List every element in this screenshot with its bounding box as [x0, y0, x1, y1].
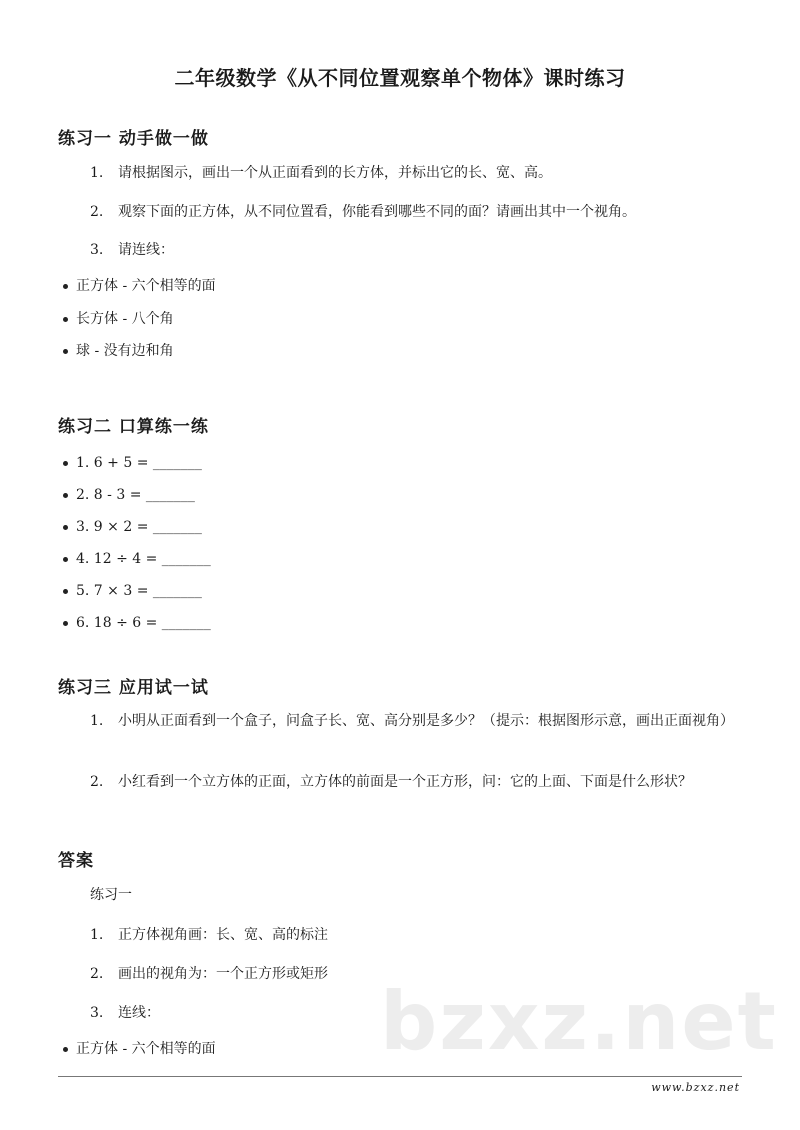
answer-text: 正方体视角画：长、宽、高的标注 [118, 927, 328, 943]
page-title: 二年级数学《从不同位置观察单个物体》课时练习 [174, 66, 626, 90]
answer-number: 3. [90, 1005, 104, 1021]
question-text: 请连线： [118, 242, 174, 258]
section-heading-practice-2: 练习二 口算练一练 [58, 417, 209, 437]
question-1-2 [58, 199, 758, 225]
question-3-2 [58, 769, 758, 795]
list-item: 4. 12 ÷ 4 = _______ [76, 551, 211, 567]
list-item: 球 - 没有边和角 [76, 343, 174, 359]
footer-divider [58, 1076, 742, 1077]
list-item: 1. 6 + 5 = _______ [76, 455, 202, 471]
list-item: 6. 18 ÷ 6 = _______ [76, 615, 211, 631]
question-text: 观察下面的正方体，从不同位置看，你能看到哪些不同的面？请画出其中一个视角。 [118, 204, 636, 220]
section-heading-practice-3: 练习三 应用试一试 [58, 678, 209, 698]
list-item: 长方体 - 八个角 [76, 311, 174, 327]
question-text: 小明从正面看到一个盒子，问盒子长、宽、高分别是多少？（提示：根据图形示意，画出正面视角） [118, 713, 734, 729]
footer-url: www.bzxz.net [651, 1081, 740, 1094]
list-item: 2. 8 - 3 = _______ [76, 487, 195, 503]
list-item: 5. 7 × 3 = _______ [76, 583, 202, 599]
question-number: 1. [90, 165, 104, 181]
list-item: 正方体 - 六个相等的面 [76, 1041, 216, 1057]
section-heading-practice-1: 练习一 动手做一做 [58, 129, 209, 149]
answer-subheading: 练习一 [90, 887, 132, 903]
question-number: 3. [90, 242, 104, 258]
answer-number: 2. [90, 966, 104, 982]
watermark: bzxz.net [380, 975, 778, 1068]
question-1-3 [58, 237, 758, 263]
question-1-1 [58, 160, 758, 186]
question-text: 请根据图示，画出一个从正面看到的长方体，并标出它的长、宽、高。 [118, 165, 552, 181]
question-text: 小红看到一个立方体的正面，立方体的前面是一个正方形，问：它的上面、下面是什么形状？ [118, 774, 692, 790]
answer-text: 连线： [118, 1005, 160, 1021]
list-item: 正方体 - 六个相等的面 [76, 278, 216, 294]
answer-text: 画出的视角为：一个正方形或矩形 [118, 966, 328, 982]
section-heading-answers: 答案 [58, 851, 94, 871]
answer-1 [58, 922, 758, 948]
answer-number: 1. [90, 927, 104, 943]
question-number: 2. [90, 204, 104, 220]
question-number: 1. [90, 713, 104, 729]
question-3-1 [58, 708, 758, 734]
list-item: 3. 9 × 2 = _______ [76, 519, 202, 535]
question-number: 2. [90, 774, 104, 790]
